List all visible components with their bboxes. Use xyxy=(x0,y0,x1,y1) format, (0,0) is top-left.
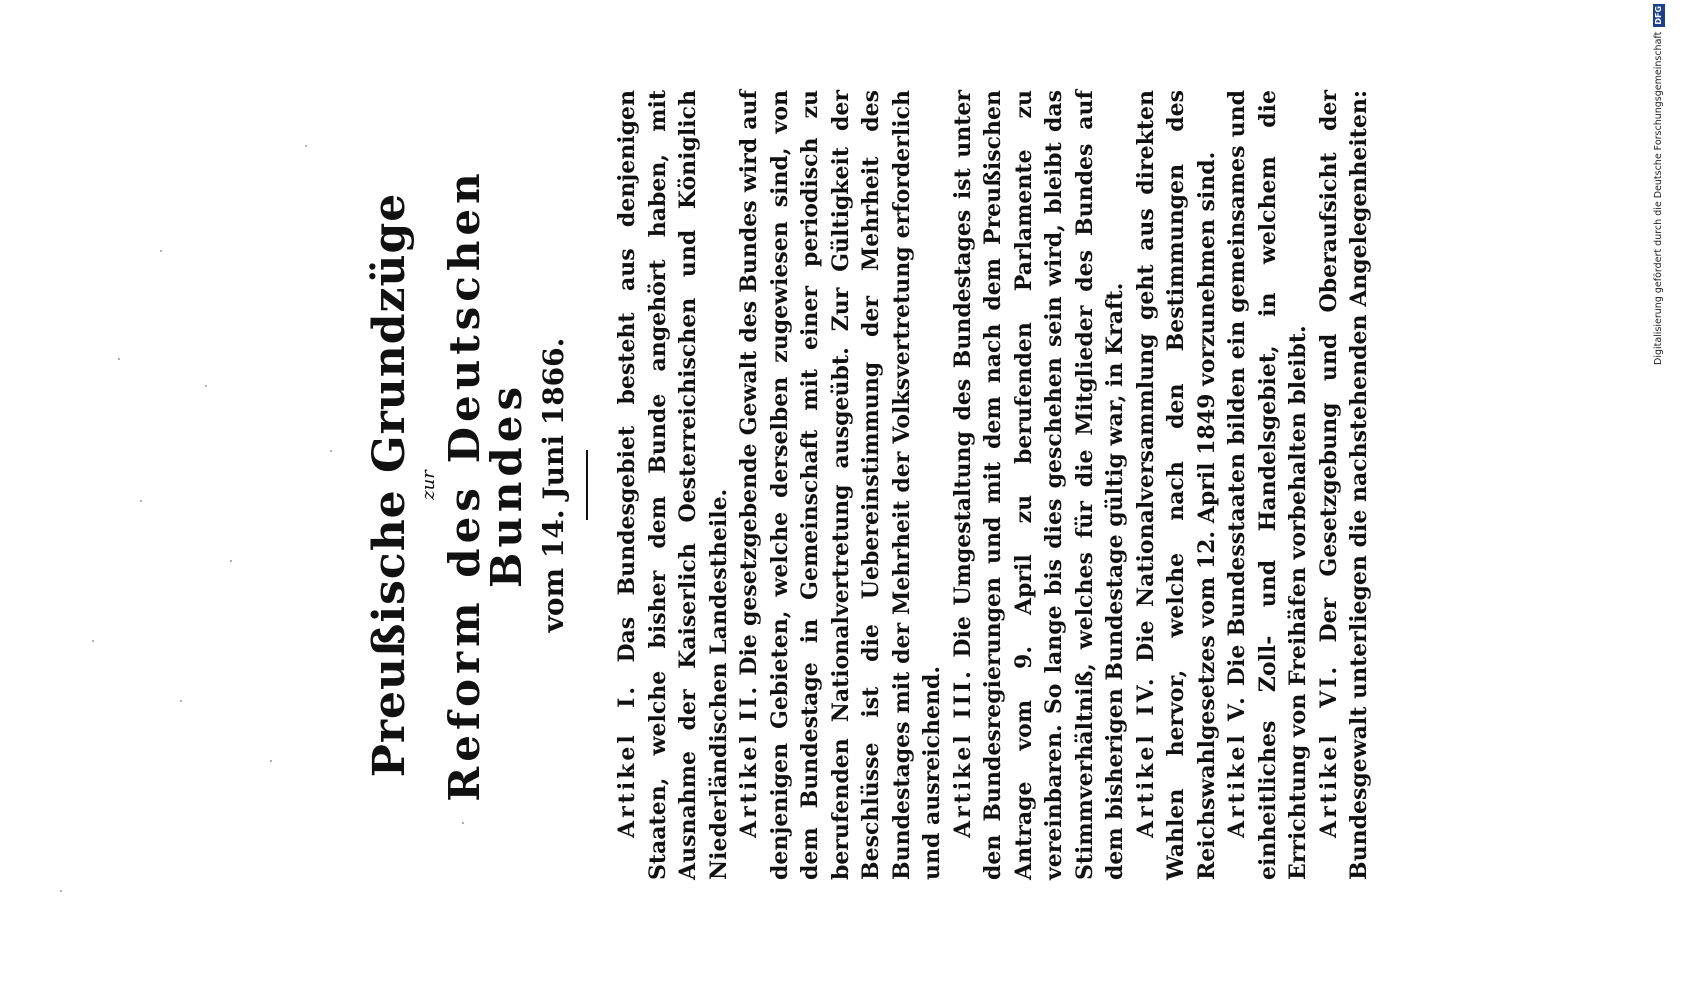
article-text: Der Gesetzgebung und Oberaufsicht der Bundesgewalt unterliegen die nachstehenden Angelegenheiten: xyxy=(1315,89,1372,880)
digitization-credit xyxy=(1652,0,1666,365)
scan-speck xyxy=(205,385,207,387)
article-2 xyxy=(734,90,948,880)
article-label: Artikel I. xyxy=(614,683,640,838)
document-date: vom 14. Juni 1866. xyxy=(537,337,570,633)
credit-text: Digitalisierung gefördert durch die Deutsche Forschungsgemeinschaft xyxy=(1653,31,1664,365)
scan-speck xyxy=(330,450,332,452)
scan-speck xyxy=(92,640,94,642)
article-text: Die Nationalversammlung geht aus direkten Wahlen hervor, welche nach den Bestimmungen des Reichswahlgesetzes vom 12. April 1849 vorzunehmen sind. xyxy=(1132,90,1220,880)
scan-speck xyxy=(140,500,142,502)
article-6 xyxy=(1314,90,1375,880)
articles-section xyxy=(612,90,1375,880)
article-label: Artikel VI. xyxy=(1315,663,1342,838)
dfg-logo-icon: DFG xyxy=(1653,5,1663,25)
article-text: Die Bundesstaaten bilden ein gemeinsames und einheitliches Zoll- und Handelsgebiet, in welchem die Errichtung von Freihäfen vorbehalten bleibt. xyxy=(1224,90,1311,880)
article-1 xyxy=(612,90,734,880)
document-body xyxy=(364,89,1375,880)
article-label: Artikel III. xyxy=(949,668,976,838)
scan-speck xyxy=(230,560,232,562)
title-connector: zur xyxy=(418,470,439,500)
article-text: Die Umgestaltung des Bundestages ist unter den Bundesregierungen und mit dem nach dem Preußischen Antrage vom 9. April zu berufenden Parlamente zu vereinbaren. So lange bis dies geschehen sein wird, bleibt das Stimmverhältniß, welches für die Mitglieder des Bundes auf dem bisherigen Bundestage gültig war, in Kraft. xyxy=(949,89,1128,880)
scan-speck xyxy=(462,822,464,824)
scan-speck xyxy=(270,760,272,762)
scan-speck xyxy=(60,890,62,892)
rotated-document xyxy=(364,89,1468,880)
article-5 xyxy=(1222,90,1314,880)
scan-speck xyxy=(118,358,120,360)
article-label: Artikel V. xyxy=(1224,694,1250,838)
document-title: Preußische Grundzüge xyxy=(364,192,415,778)
article-text: Das Bundesgebiet besteht aus denjenigen Staaten, welche bisher dem Bunde angehört haben, mit Ausnahme der Kaiserlich Oesterreichischen und Königlich Niederländischen Landestheile. xyxy=(614,90,732,880)
article-3 xyxy=(948,90,1131,880)
article-text: Die gesetzgebende Gewalt des Bundes wird auf denjenigen Gebieten, welche derselben zugewiesen sind, von dem Bundestage in Gemeinschaft mit einer periodisch zu berufenden Nationalvertretung ausgeübt. Zur Gültigkeit der Beschlüsse ist die Uebereinstimmung der Mehrheit des Bundestages mit der Mehrheit der Volksvertretung erforderlich und ausreichend. xyxy=(736,90,945,880)
document-subtitle: Reform des Deutschen Bundes xyxy=(440,168,531,802)
title-divider xyxy=(586,450,588,520)
article-4 xyxy=(1131,90,1223,880)
article-label: Artikel II. xyxy=(736,683,762,838)
scan-speck xyxy=(180,700,182,702)
title-block xyxy=(364,90,588,880)
scan-speck xyxy=(305,145,307,147)
scan-speck xyxy=(160,250,162,252)
article-label: Artikel IV. xyxy=(1132,675,1159,838)
